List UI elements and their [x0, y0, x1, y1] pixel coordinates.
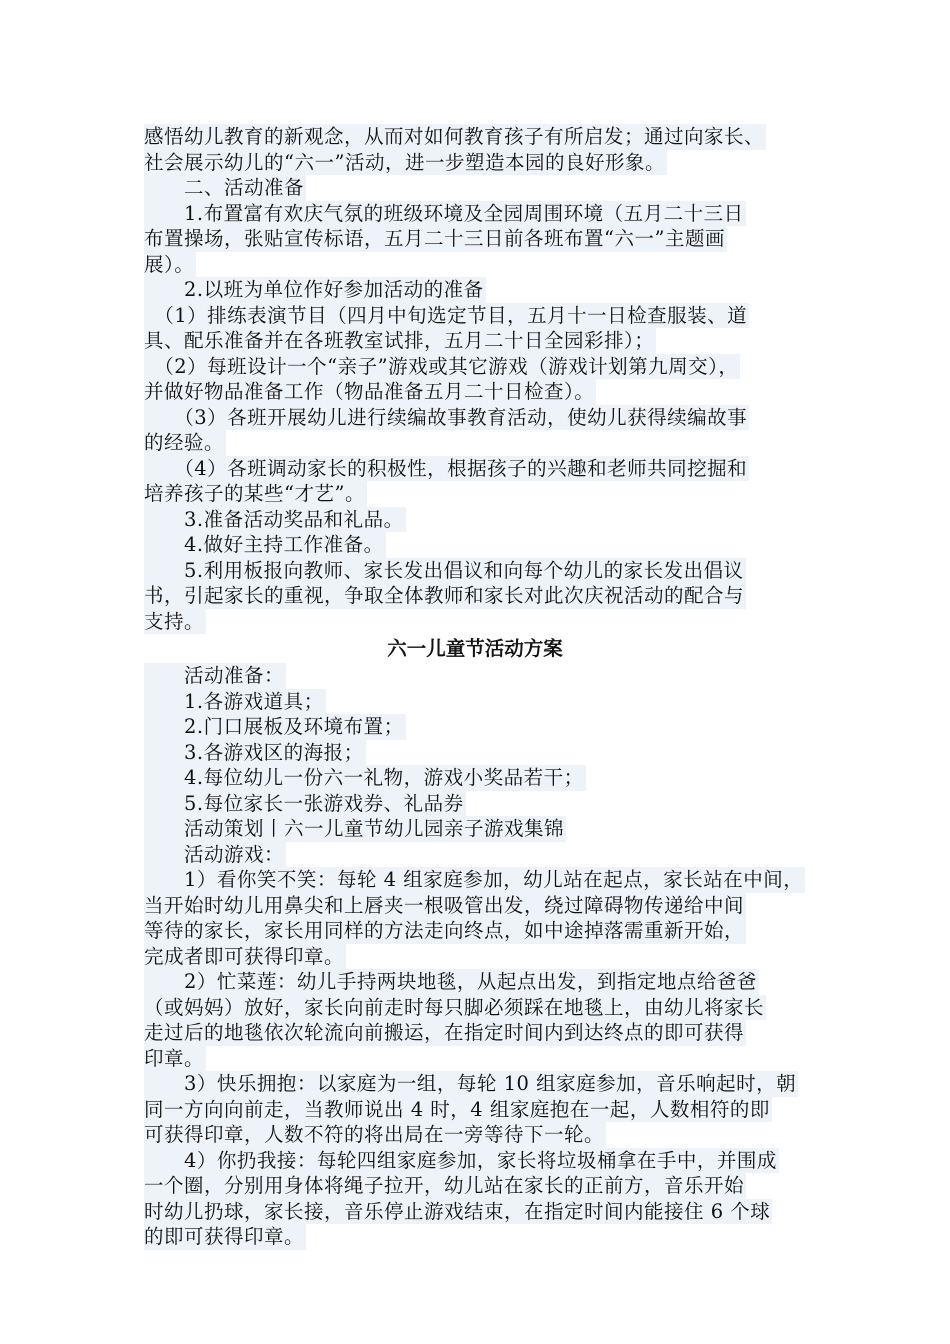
text-line: 走过后的地毯依次轮流向前搬运，在指定时间内到达终点的即可获得 [144, 1021, 745, 1044]
text-line: 时幼儿扔球，家长接，音乐停止游戏结束，在指定时间内能接住 6 个球 [144, 1199, 771, 1223]
text-line: （或妈妈）放好，家长向前走时每只脚必须踩在地毯上，由幼儿将家长 [144, 995, 765, 1019]
text-line: 支持。 [144, 609, 205, 633]
text-line: 1）看你笑不笑：每轮 4 组家庭参加，幼儿站在起点，家长站在中间， [144, 868, 804, 891]
document-body [144, 124, 806, 1250]
text-line: 1.各游戏道具； [144, 689, 324, 713]
text-line: 2.门口展板及环境布置； [144, 715, 404, 738]
text-line: 书，引起家长的重视，争取全体教师和家长对此次庆祝活动的配合与 [144, 584, 745, 607]
text-line: 并做好物品准备工作（物品准备五月二十日检查）。 [144, 380, 595, 403]
text-line: 培养孩子的某些“才艺”。 [144, 482, 365, 505]
text-line: 具、配乐准备并在各班教室试排，五月二十日全园彩排）； [144, 329, 655, 352]
text-line: 活动准备： [144, 664, 285, 687]
text-line: 当开始时幼儿用鼻尖和上唇夹一根吸管出发，绕过障碍物传递给中间 [144, 893, 745, 917]
text-line: 等待的家长，家长用同样的方法走向终点，如中途掉落需重新开始， [144, 919, 745, 942]
text-line: 印章。 [144, 1046, 205, 1070]
text-line: 完成者即可获得印章。 [144, 944, 345, 968]
text-line: 5.利用板报向教师、家长发出倡议和向每个幼儿的家长发出倡议 [144, 558, 744, 582]
text-line: 的经验。 [144, 431, 225, 454]
text-line: 同一方向向前走，当教师说出 4 时，4 组家庭抱在一起，人数相符的即 [144, 1097, 770, 1121]
text-line: 二、活动准备 [144, 176, 305, 199]
document-title: 六一儿童节活动方案 [387, 637, 563, 660]
text-line: 感悟幼儿教育的新观念，从而对如何教育孩子有所启发；通过向家长、 [144, 125, 765, 148]
text-line: 4）你扔我接：每轮四组家庭参加，家长将垃圾桶拿在手中，并围成 [144, 1148, 777, 1172]
text-line: 3.各游戏区的海报； [144, 740, 364, 764]
text-line: 2.以班为单位作好参加活动的准备 [144, 278, 484, 301]
text-line: 活动游戏： [144, 842, 285, 866]
text-line: （2）每班设计一个“亲子”游戏或其它游戏（游戏计划第九周交）， [144, 354, 739, 378]
section-activity-preparation [144, 124, 806, 634]
section-children-day-plan [144, 663, 806, 1250]
text-line: 布置操场，张贴宣传标语，五月二十三日前各班布置“六一”主题画 [144, 227, 725, 250]
text-line: （4）各班调动家长的积极性，根据孩子的兴趣和老师共同挖掘和 [144, 456, 748, 480]
text-line: 1.布置富有欢庆气氛的班级环境及全园周围环境（五月二十三日 [144, 201, 744, 225]
text-line: 展）。 [144, 252, 195, 276]
text-line: 4.做好主持工作准备。 [144, 533, 384, 556]
text-line: 2）忙菜莲：幼儿手持两块地毯，从起点出发，到指定地点给爸爸 [144, 970, 757, 993]
text-line: 3.准备活动奖品和礼品。 [144, 507, 404, 531]
text-line: 5.每位家长一张游戏券、礼品券 [144, 791, 464, 815]
text-line: 3）快乐拥抱：以家庭为一组，每轮 10 组家庭参加，音乐响起时，朝 [144, 1072, 797, 1095]
text-line: （3）各班开展幼儿进行续编故事教育活动，使幼儿获得续编故事 [144, 405, 748, 429]
text-line: 的即可获得印章。 [144, 1225, 305, 1248]
text-line: 可获得印章，人数不符的将出局在一旁等待下一轮。 [144, 1123, 605, 1146]
text-line: 活动策划丨六一儿童节幼儿园亲子游戏集锦 [144, 817, 565, 840]
text-line: （1）排练表演节目（四月中旬选定节目，五月十一日检查服装、道 [144, 303, 748, 327]
text-line: 一个圈，分别用身体将绳子拉开，幼儿站在家长的正前方，音乐开始 [144, 1174, 745, 1197]
text-line: 社会展示幼儿的“六一”活动，进一步塑造本园的良好形象。 [144, 150, 665, 174]
text-line: 4.每位幼儿一份六一礼物，游戏小奖品若干； [144, 766, 584, 789]
